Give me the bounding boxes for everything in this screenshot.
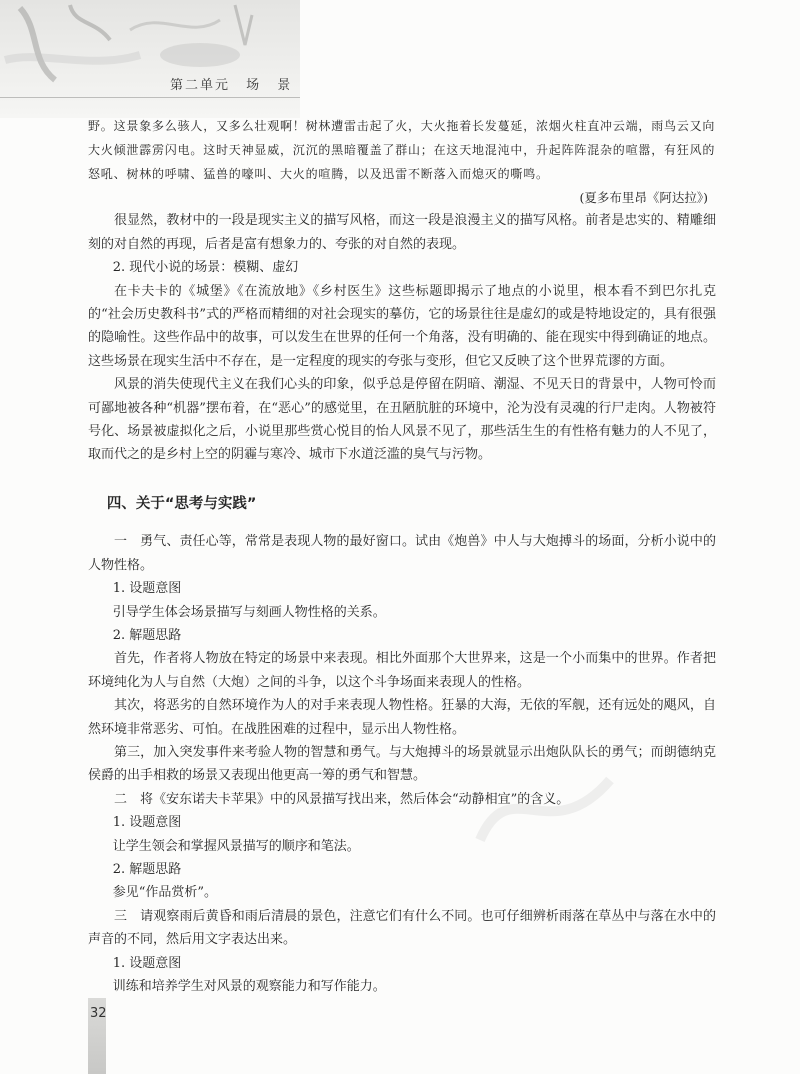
paragraph: 训练和培养学生对风景的观察能力和写作能力。 (112, 979, 386, 994)
page-content (88, 114, 716, 998)
paragraph: 引导学生体会场景描写与刻画人物性格的关系。 (112, 604, 386, 620)
practice-question-3: 三 请观察雨后黄昏和雨后清晨的景色，注意它们有什么不同。也可仔细辨析雨落在草丛中与落在水中的声音的不同，然后用文字表达出来。 (88, 908, 716, 948)
paragraph: 很显然，教材中的一段是现实主义的描写风格，而这一段是浪漫主义的描写风格。前者是忠实的、精雕细刻的对自然的再现，后者是富有想象力的、夸张的对自然的表现。 (88, 213, 716, 252)
practice-question-1: 一 勇气、责任心等，常常是表现人物的最好窗口。试由《炮兽》中人与大炮搏斗的场面，分析小说中的人物性格。 (88, 534, 716, 573)
quoted-passage: 野。这景象多么骇人，又多么壮观啊！树林遭雷击起了火，大火拖着长发蔓延，浓烟火柱直冲云端，雨鸟云又向大火倾泄霹雳闪电。这时天神显威，沉沉的黑暗覆盖了群山；在这天地混沌中，升起阵阵混杂的喧嚣，有狂风的怒吼、树林的呼啸、猛兽的嚎叫、大火的喧腾，以及迅雷不断落入而熄灭的嘶鸣。 (88, 119, 716, 181)
unit-title: 第二单元 场 景 (170, 78, 293, 93)
subheading: 1. 设题意图 (112, 955, 182, 971)
subheading: 2. 现代小说的场景：模糊、虚幻 (112, 260, 299, 276)
section-heading: 四、关于“思考与实践” (106, 495, 257, 512)
paragraph: 让学生领会和掌握风景描写的顺序和笔法。 (112, 838, 360, 854)
paragraph: 首先，作者将人物放在特定的场景中来表现。相比外面那个大世界来，这是一个小而集中的世界。作者把环境纯化为人与自然（大炮）之间的斗争，以这个斗争场面来表现人的性格。 (88, 651, 716, 690)
subheading: 1. 设题意图 (112, 581, 182, 597)
header-banner (0, 0, 300, 118)
subheading: 1. 设题意图 (112, 815, 182, 831)
paragraph: 参见“作品赏析”。 (112, 885, 217, 901)
header-divider (0, 97, 300, 98)
subheading: 2. 解题思路 (112, 627, 182, 643)
page-number: 32 (90, 1006, 107, 1021)
paragraph: 在卡夫卡的《城堡》《在流放地》《乡村医生》这些标题即揭示了地点的小说里，根本看不到巴尔扎克的“社会历史教科书”式的严格而精细的对社会现实的摹仿，它的场景往往是虚幻的或是特地设定的，具有很强的隐喻性。这些作品中的故事，可以发生在世界的任何一个角落，没有明确的、能在现实中得到确证的地点。这些场景在现实生活中不存在，是一定程度的现实的夸张与变形，但它又反映了这个世界荒谬的方面。 (88, 283, 716, 369)
paragraph: 第三，加入突发事件来考验人物的智慧和勇气。与大炮搏斗的场景就显示出炮队队长的勇气；而朗德纳克侯爵的出手相救的场景又表现出他更高一筹的勇气和智慧。 (88, 744, 716, 784)
subheading: 2. 解题思路 (112, 861, 182, 877)
paragraph: 风景的消失使现代主义在我们心头的印象，似乎总是停留在阴暗、潮湿、不见天日的背景中，人物可怜而可鄙地被各种“机器”摆布着，在“恶心”的感觉里，在丑陋肮脏的环境中，沦为没有灵魂的行尸走肉。人物被符号化、场景被虚拟化之后，小说里那些赏心悦目的怡人风景不见了，那些活生生的有性格有魅力的人不见了，取而代之的是乡村上空的阴霾与寒冷、城市下水道泛滥的臭气与污物。 (88, 377, 716, 463)
practice-question-2: 二 将《安东诺夫卡苹果》中的风景描写找出来，然后体会“动静相宜”的含义。 (114, 791, 570, 807)
paragraph: 其次，将恶劣的自然环境作为人的对手来表现人物性格。狂暴的大海，无依的军舰，还有远处的飓风，自然环境非常恶劣、可怕。在战胜困难的过程中，显示出人物性格。 (88, 698, 716, 737)
quote-source: (夏多布里昂《阿达拉》) (579, 190, 708, 205)
